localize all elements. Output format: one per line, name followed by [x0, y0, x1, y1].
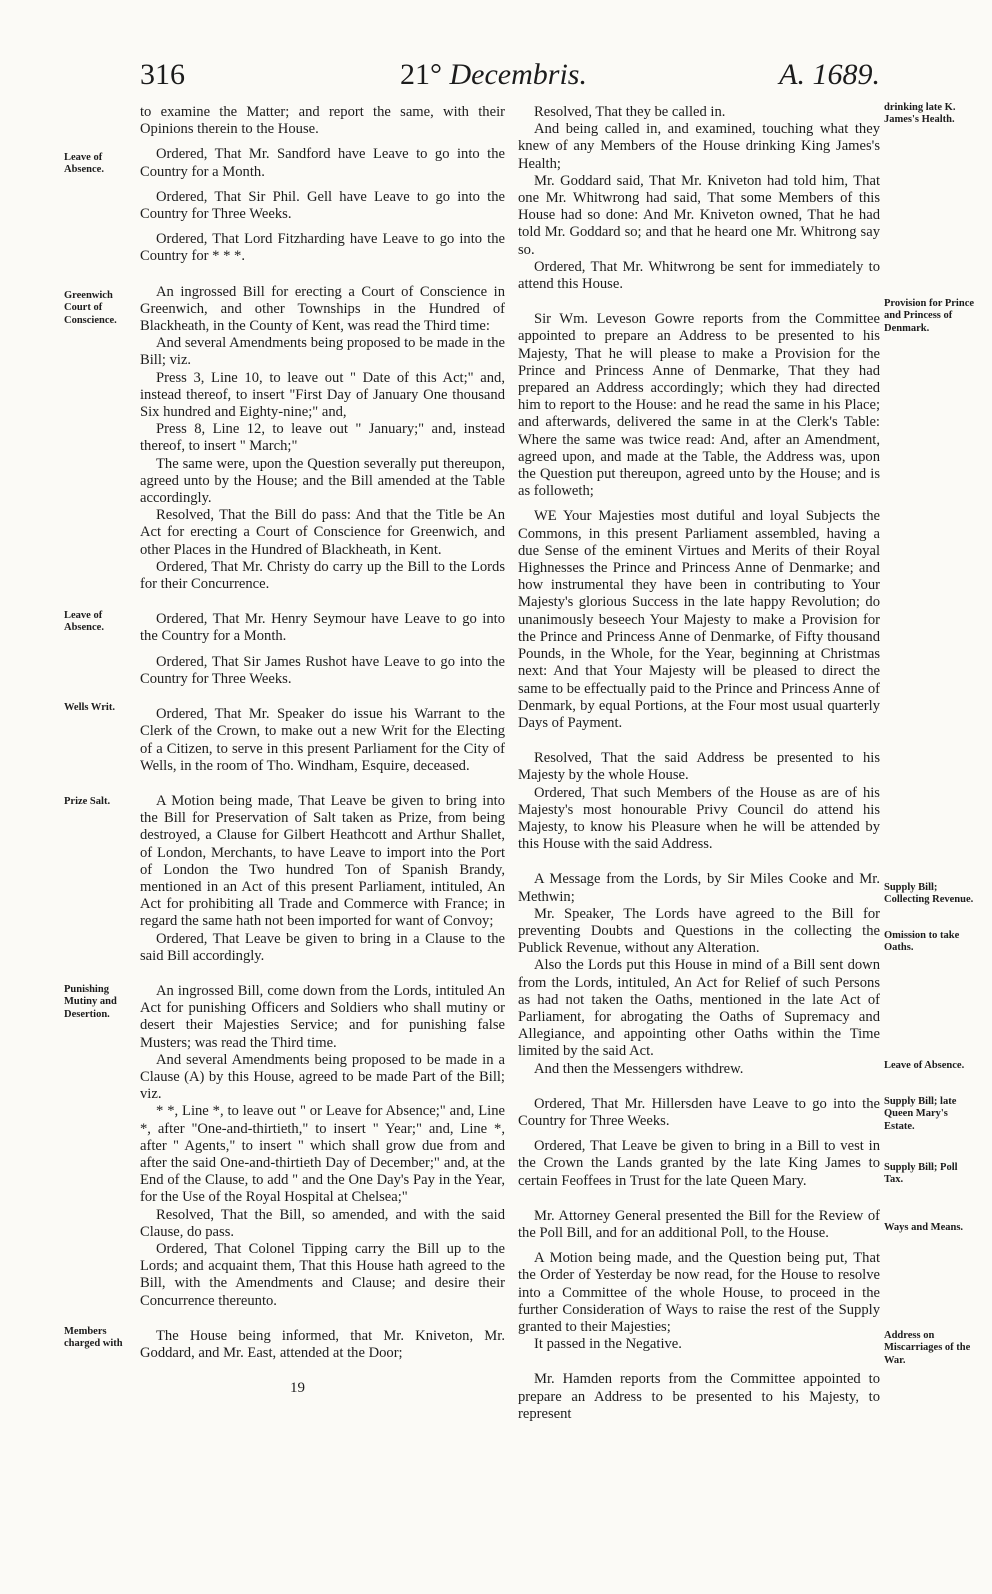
paragraph: Ordered, That Mr. Henry Seymour have Leave to go into the Country for a Month.: [140, 611, 505, 645]
paragraph: Mr. Goddard said, That Mr. Kniveton had told him, That one Mr. Whitwrong had said, That some Members of this House had so done: And Mr. Kniveton owned, That he had told Mr. Goddard so; and that he heard one Mr. Whitrong say so.: [518, 172, 880, 258]
margin-note: Supply Bill; Collecting Revenue.: [884, 882, 974, 906]
margin-note: Wells Writ.: [64, 702, 115, 713]
paragraph: And then the Messengers withdrew.: [534, 1060, 744, 1077]
signature-mark: 19: [290, 1380, 305, 1396]
page-header: [140, 58, 880, 98]
paragraph: Resolved, That the Bill, so amended, and with the said Clause, do pass.: [140, 1206, 505, 1240]
margin-note: Omission to take Oaths.: [884, 930, 960, 954]
paragraph: And several Amendments being proposed to be made in the Bill; viz.: [140, 335, 505, 369]
page-number: 316: [140, 58, 185, 91]
paragraph: Ordered, That Sir James Rushot have Leave to go into the Country for Three Weeks.: [140, 653, 505, 687]
paragraph: Ordered, That Mr. Whitwrong be sent for immediately to attend this House.: [518, 258, 880, 293]
header-date-month: Decembris.: [449, 58, 587, 91]
paragraph: An ingrossed Bill, come down from the Lords, intituled An Act for punishing Officers and Soldiers who shall mutiny or desert their Majesties Service; and for punishing false Musters; was read the Third time.: [140, 982, 505, 1051]
margin-note: Ways and Means.: [884, 1222, 964, 1233]
margin-note: Prize Salt.: [64, 796, 111, 807]
margin-note: Address on Miscarriages of the War.: [884, 1330, 971, 1366]
paragraph: WE Your Majesties most dutiful and loyal Subjects the Commons, in this present Parliament assembled, having a due Sense of the eminent Virtues and Merits of their Royal Highnesses the Prince and Princess Anne of Denmarke; and how instrumental they have been in contributing to Your Majesty's glorious Success in the late happy Revolution; do unanimously beseech Your Majesty to make a Provision for the Prince and Princess Anne of Denmarke, of Fifty thousand Pounds, in the Whole, for the Year, beginning at Christmas next: And that Your Majesty will be pleased to direct the same to be effectually paid to the Prince and Princess Anne of Denmark, by equal Portions, at the Four most usual quarterly Days of Payment.: [518, 508, 880, 731]
paragraph: to examine the Matter; and report the same, with their Opinions therein to the House.: [140, 104, 505, 138]
margin-note: Leave of Absence.: [884, 1060, 965, 1071]
paragraph: Resolved, That they be called in.: [534, 104, 726, 120]
paragraph: Also the Lords put this House in mind of a Bill sent down from the Lords, intituled, An Act for Relief of such Persons as had not taken the Oaths, mentioned in the late Act of Parliament, for abrogating the Oaths of Supremacy and Allegiance, and appointing other Oaths within the Time limited by the said Act.: [518, 957, 880, 1060]
header-date-day: 21°: [400, 58, 442, 91]
left-column: [140, 104, 505, 1362]
paragraph: Sir Wm. Leveson Gowre reports from the Committee appointed to prepare an Address to be presented to his Majesty, That he will please to make a Provision for the Prince and Princess Anne of Denmarke, That they had prepared an Address accordingly; which they had directed him to report to the House: and he read the same in his Place; and afterwards, delivered the same in at the Clerk's Table: Where the same was twice read: And, after an Amendment, agreed upon, and made at the Table, the Address was, upon the Question put thereupon, agreed unto by the House; and is as followeth;: [518, 311, 880, 500]
paragraph: Mr. Speaker, The Lords have agreed to the Bill for preventing Doubts and Questions in the collecting the Publick Revenue, without any Alteration.: [518, 905, 880, 957]
paragraph: Ordered, That Mr. Christy do carry up the Bill to the Lords for their Concurrence.: [140, 558, 505, 593]
paragraph: It passed in the Negative.: [534, 1336, 682, 1353]
paragraph: The House being informed, that Mr. Kniveton, Mr. Goddard, and Mr. East, attended at the Door;: [140, 1327, 505, 1361]
paragraph: An ingrossed Bill for erecting a Court of Conscience in Greenwich, and other Townships in the Hundred of Blackheath, in the County of Kent, was read the Third time:: [140, 283, 505, 335]
margin-note: Greenwich Court of Conscience.: [64, 290, 117, 326]
paragraph: Ordered, That Sir Phil. Gell have Leave to go into the Country for Three Weeks.: [140, 188, 505, 223]
right-column: [518, 104, 880, 1423]
header-year: A. 1689.: [779, 58, 880, 91]
paragraph: * *, Line *, to leave out " or Leave for Absence;" and, Line *, after "One-and-thirtieth," to insert " Year;" and, Line *, after " Agents," to insert " which shall grow due from and after the said One-and-thirtieth Day of December;" and, at the End of the Clause, to add " and the One Day's Pay in the Year, for the Use of the Royal Hospital at Chelsea;": [140, 1103, 505, 1206]
paragraph: A Message from the Lords, by Sir Miles Cooke and Mr. Methwin;: [518, 871, 880, 905]
paragraph: Resolved, That the Bill do pass: And that the Title be An Act for erecting a Court of Conscience for Greenwich, and other Places in the Hundred of Blackheath, in Kent.: [140, 507, 505, 558]
paragraph: Press 3, Line 10, to leave out " Date of this Act;" and, instead thereof, to insert "First Day of January One thousand Six hundred and Eighty-nine;" and,: [140, 369, 505, 421]
paragraph: A Motion being made, That Leave be given to bring into the Bill for Preservation of Salt taken as Prize, from being destroyed, a Clause for Gilbert Heathcott and Arthur Shallet, of London, Merchants, to have Leave to import into the Port of London the Two hundred Ton of Spanish Brandy, mentioned in an Act of this present Parliament, intituled, An Act for prohibiting all Trade and Commerce with France; in regard the same hath not been imported for want of Convoy;: [140, 792, 505, 930]
paragraph: Ordered, That Mr. Speaker do issue his Warrant to the Clerk of the Crown, to make out a new Writ for the Electing of a Citizen, to serve in this present Parliament for the City of Wells, in the room of Tho. Windham, Esquire, deceased.: [140, 706, 505, 774]
paragraph: Ordered, That Leave be given to bring in a Bill to vest in the Crown the Lands granted by the late King James to certain Feoffees in Trust for the late Queen Mary.: [518, 1138, 880, 1189]
paragraph: Mr. Attorney General presented the Bill for the Review of the Poll Bill, and for an additional Poll, to the House.: [518, 1207, 880, 1241]
paragraph: Mr. Hamden reports from the Committee appointed to prepare an Address to be presented to his Majesty, to represent: [518, 1371, 880, 1422]
paragraph: Ordered, That Mr. Sandford have Leave to go into the Country for a Month.: [140, 146, 505, 180]
paragraph: Ordered, That Leave be given to bring in a Clause to the said Bill accordingly.: [140, 930, 505, 964]
margin-note: Members charged with: [64, 1326, 123, 1350]
paragraph: Ordered, That Lord Fitzharding have Leave to go into the Country for * * *.: [140, 231, 505, 265]
margin-note: Punishing Mutiny and Desertion.: [64, 984, 117, 1020]
paragraph: Ordered, That Colonel Tipping carry the Bill up to the Lords; and acquaint them, That this House hath agreed to the Bill, with the Amendments and Clause; and desire their Concurrence thereunto.: [140, 1240, 505, 1309]
paragraph: Ordered, That Mr. Hillersden have Leave to go into the Country for Three Weeks.: [518, 1095, 880, 1129]
paragraph: Ordered, That such Members of the House as are of his Majesty's most honourable Privy Council do attend his Majesty, to know his Pleasure when he will be attended by this House with the said Address.: [518, 784, 880, 853]
paragraph: The same were, upon the Question severally put thereupon, agreed unto by the House; and the Bill amended at the Table accordingly.: [140, 455, 505, 507]
margin-note: Leave of Absence.: [64, 152, 104, 176]
margin-note: drinking late K. James's Health.: [884, 102, 956, 126]
paragraph: Press 8, Line 12, to leave out " January;" and, instead thereof, to insert " March;": [140, 421, 505, 455]
margin-note: Supply Bill; Poll Tax.: [884, 1162, 958, 1186]
paragraph: A Motion being made, and the Question being put, That the Order of Yesterday be now read, for the House to resolve into a Committee of the whole House, to proceed in the further Consideration of Ways to raise the rest of the Supply granted to their Majesties;: [518, 1250, 880, 1335]
paragraph: And several Amendments being proposed to be made in a Clause (A) by this House, agreed to be made Part of the Bill; viz.: [140, 1051, 505, 1103]
margin-note: Leave of Absence.: [64, 610, 104, 634]
paragraph: Resolved, That the said Address be presented to his Majesty by the whole House.: [518, 750, 880, 784]
paragraph: And being called in, and examined, touching what they knew of any Members of the House drinking King James's Health;: [518, 121, 880, 172]
margin-note: Provision for Prince and Princess of Denmark.: [884, 298, 975, 334]
margin-note: Supply Bill; late Queen Mary's Estate.: [884, 1096, 957, 1132]
header-date: [400, 58, 587, 92]
